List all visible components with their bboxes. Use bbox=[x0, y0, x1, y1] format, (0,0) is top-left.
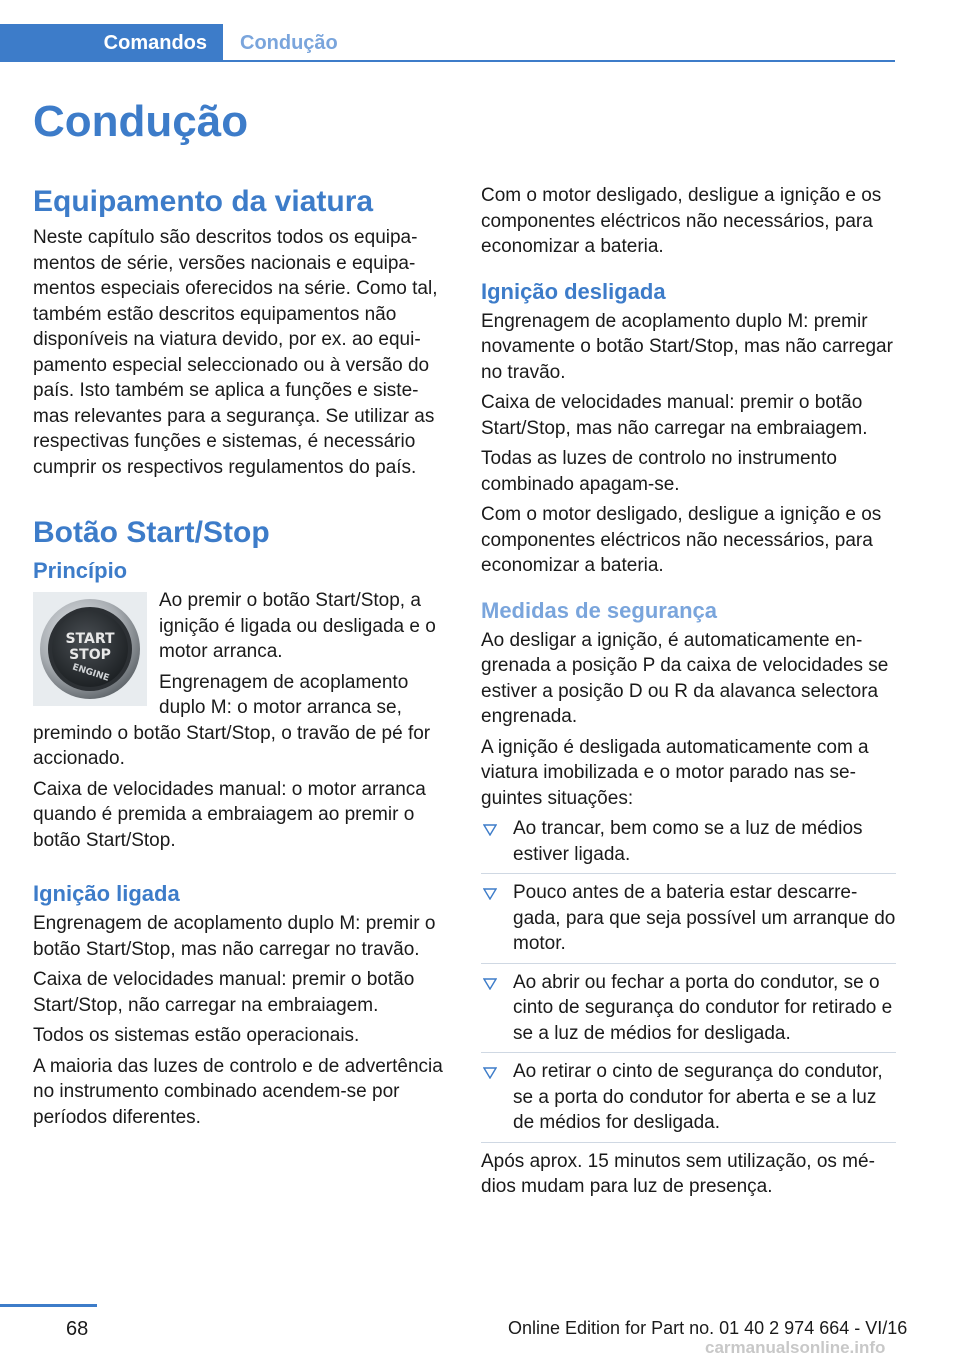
paragraph-equipamento: Neste capítulo são descritos todos os equipamentos de série, versões nacionais e equipamentos especiais oferecidos na série. Como tal, também estão descritos equipamentos não disponíveis na viatura devido, por ex. ao equipamento especial seleccionado ou à versão do país. Isto também se aplica a funções e sistemas relevantes para a segurança. Se utilizar as respectivas funções e sistemas, é necessário cumprir os respectivos regulamentos do país. bbox=[33, 227, 438, 478]
paragraph-principio-2: Engrenagem de acoplamento duplo M: o motor arranca se, premindo o botão Start/Stop, o travão de pé for accionado. bbox=[33, 671, 431, 769]
list-item bbox=[481, 1059, 896, 1143]
right-column bbox=[481, 183, 896, 1205]
watermark: carmanualsonline.info bbox=[705, 1338, 886, 1357]
left-column bbox=[33, 183, 448, 1135]
principio-block bbox=[33, 588, 448, 853]
paragraph-right-top: Com o motor desligado, desligue a ignição e os componentes eléctricos não necessários, para economizar a bateria. bbox=[481, 185, 882, 257]
paragraph-medidas-3: Após aprox. 15 minutos sem utilização, os médios mudam para luz de presença. bbox=[481, 1150, 875, 1197]
footer-rule bbox=[0, 1304, 97, 1307]
tab-comandos[interactable]: Comandos bbox=[0, 24, 223, 62]
heading-medidas-seguranca: Medidas de segurança bbox=[481, 597, 717, 623]
paragraph-desligada-3: Todas as luzes de controlo no instrumento combinado apagam-se. bbox=[481, 448, 837, 495]
edition-info: Online Edition for Part no. 01 40 2 974 664 - VI/16 bbox=[508, 1318, 908, 1338]
paragraph-ligada-2: Caixa de velocidades manual: premir o botão Start/Stop, não carregar na embraiagem. bbox=[33, 969, 415, 1016]
heading-botao-start-stop: Botão Start/Stop bbox=[33, 516, 270, 549]
heading-ignicao-ligada: Ignição ligada bbox=[33, 881, 180, 906]
page-number: 68 bbox=[66, 1318, 89, 1340]
list-item bbox=[481, 816, 896, 874]
start-stop-engine-icon bbox=[36, 595, 144, 703]
situations-list bbox=[481, 816, 896, 1143]
paragraph-medidas-2: A ignição é desligada automaticamente com a viatura imobilizada e o motor parado nas seguintes situações: bbox=[481, 736, 869, 809]
paragraph-desligada-1: Engrenagem de acoplamento duplo M: premir novamente o botão Start/Stop, mas não carregar no travão. bbox=[481, 310, 893, 383]
button-text-stop: STOP bbox=[69, 647, 111, 663]
heading-ignicao-desligada: Ignição desligada bbox=[481, 278, 666, 304]
list-item-text: Ao retirar o cinto de segurança do condutor, se a porta do condutor for aberta e se a luz de médios for desligada. bbox=[513, 1061, 883, 1133]
heading-principio: Princípio bbox=[33, 558, 128, 583]
button-text-engine: ENGINE bbox=[70, 662, 111, 684]
paragraph-medidas-1: Ao desligar a ignição, é automaticamente engrenada a posição P da caixa de velocidades se estiver a posição D ou R da alavanca selectora engrenada. bbox=[481, 629, 889, 727]
paragraph-ligada-4: A maioria das luzes de controlo e de advertência no instrumento combinado acendem-se por períodos diferentes. bbox=[33, 1055, 443, 1128]
list-item-text: Ao abrir ou fechar a porta do condutor, se o cinto de segurança do condutor for retirado e se a luz de médios for desligada. bbox=[513, 971, 893, 1044]
paragraph-principio-3: Caixa de velocidades manual: o motor arranca quando é premida a embraiagem ao premir o botão Start/Stop. bbox=[33, 778, 426, 851]
header-rule bbox=[0, 60, 895, 62]
paragraph-ligada-3: Todos os sistemas estão operacionais. bbox=[33, 1025, 360, 1046]
chapter-header bbox=[0, 0, 895, 62]
list-item-text: Pouco antes de a bateria estar descarregada, para que seja possível um arranque do motor. bbox=[513, 882, 896, 954]
paragraph-principio-1: Ao premir o botão Start/Stop, a ignição é ligada ou desligada e o motor arranca. bbox=[159, 590, 436, 662]
tab-conducao[interactable]: Condução bbox=[240, 31, 338, 54]
button-text-start: START bbox=[65, 631, 115, 647]
paragraph-desligada-2: Caixa de velocidades manual: premir o botão Start/Stop, mas não carregar na embraiagem. bbox=[481, 392, 868, 439]
paragraph-ligada-1: Engrenagem de acoplamento duplo M: premir o botão Start/Stop, mas não carregar no travão. bbox=[33, 913, 436, 960]
list-item bbox=[481, 880, 896, 964]
paragraph-desligada-4: Com o motor desligado, desligue a ignição e os componentes eléctricos não necessários, para economizar a bateria. bbox=[481, 504, 882, 576]
list-item bbox=[481, 970, 896, 1054]
list-item-text: Ao trancar, bem como se a luz de médios estiver ligada. bbox=[513, 818, 863, 865]
page-title: Condução bbox=[33, 97, 249, 146]
start-stop-button-image bbox=[33, 592, 147, 706]
triangle-bullet-icon bbox=[483, 1067, 497, 1079]
triangle-bullet-icon bbox=[483, 888, 497, 900]
triangle-bullet-icon bbox=[483, 824, 497, 836]
triangle-bullet-icon bbox=[483, 978, 497, 990]
heading-equipamento: Equipamento da viatura bbox=[33, 185, 374, 218]
